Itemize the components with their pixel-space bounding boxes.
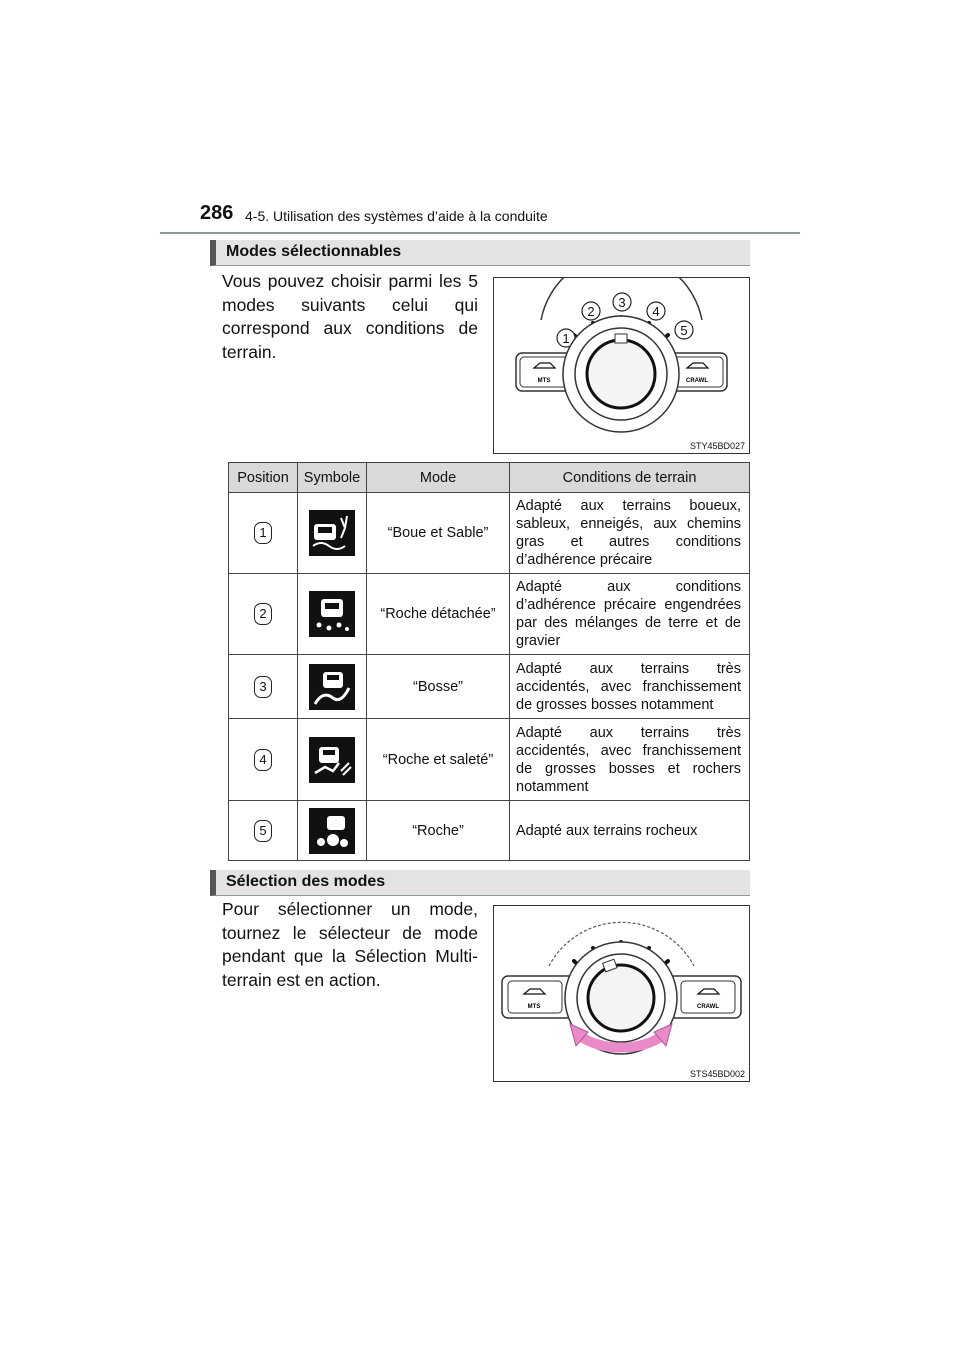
callout-5-label: 5: [680, 323, 688, 338]
position-badge: 1: [254, 522, 272, 544]
chapter-title: 4-5. Utilisation des systèmes d’aide à la conduite: [245, 208, 548, 224]
mode-name: “Roche détachée”: [367, 574, 510, 655]
selection-paragraph: Pour sélectionner un mode, tournez le sélecteur de mode pendant que la Sélection Multi-terrain est en action.: [222, 899, 478, 990]
mts-label: MTS: [527, 1004, 541, 1010]
header-rule: [160, 232, 800, 234]
table-row: [229, 801, 750, 861]
position-badge: 3: [254, 676, 272, 698]
mode-condition: Adapté aux terrains très accidentés, avec franchissement de grosses bosses notamment: [510, 655, 750, 719]
rock-icon: [309, 808, 355, 854]
section-heading-modes: [210, 240, 750, 266]
mode-selector-figure: [493, 277, 750, 454]
loose-rock-icon: [309, 591, 355, 637]
section-heading-label: Modes sélectionnables: [226, 243, 402, 260]
intro-paragraph: Vous pouvez choisir parmi les 5 modes suivants celui qui correspond aux conditions de terrain.: [222, 271, 478, 362]
mts-label: MTS: [537, 378, 551, 384]
mode-condition: Adapté aux conditions d’adhérence précaire engendrées par des mélanges de terre et de gravier: [510, 574, 750, 655]
crawl-label: CRAWL: [697, 1004, 719, 1010]
mode-name: “Roche et saleté”: [367, 719, 510, 801]
mode-condition: Adapté aux terrains boueux, sableux, enneigés, aux chemins gras et autres conditions d’adhérence précaire: [510, 493, 750, 574]
mud-sand-icon: [309, 510, 355, 556]
callout-1-label: 1: [562, 331, 570, 346]
mode-dial-rotation-figure: [493, 905, 750, 1082]
position-badge: 4: [254, 749, 272, 771]
header-conditions: Conditions de terrain: [510, 463, 750, 493]
mode-dial: [588, 965, 654, 1031]
table-row: [229, 493, 750, 574]
mode-condition: Adapté aux terrains rocheux: [510, 801, 750, 861]
crawl-label: CRAWL: [686, 378, 708, 384]
callout-4-label: 4: [652, 304, 660, 319]
figure-code: STS45BD002: [689, 1069, 745, 1079]
header-symbol: Symbole: [298, 463, 367, 493]
table-row: [229, 655, 750, 719]
mode-dial: [587, 340, 655, 408]
mode-name: “Boue et Sable”: [367, 493, 510, 574]
rock-dirt-icon: [309, 737, 355, 783]
mode-condition: Adapté aux terrains très accidentés, avec franchissement de grosses bosses et rochers notamment: [510, 719, 750, 801]
position-badge: 5: [254, 820, 272, 842]
section-heading-selection: [210, 870, 750, 896]
header-position: Position: [229, 463, 298, 493]
header-mode: Mode: [367, 463, 510, 493]
mogul-icon: [309, 664, 355, 710]
table-row: [229, 719, 750, 801]
callout-3-label: 3: [618, 295, 626, 310]
position-badge: 2: [254, 603, 272, 625]
modes-table: [228, 462, 750, 861]
page-number: 286: [200, 202, 234, 224]
section-heading-label: Sélection des modes: [226, 873, 386, 890]
figure-code: STY45BD027: [689, 441, 745, 451]
table-row: [229, 574, 750, 655]
mode-name: “Roche”: [367, 801, 510, 861]
callout-2-label: 2: [587, 304, 595, 319]
mode-name: “Bosse”: [367, 655, 510, 719]
